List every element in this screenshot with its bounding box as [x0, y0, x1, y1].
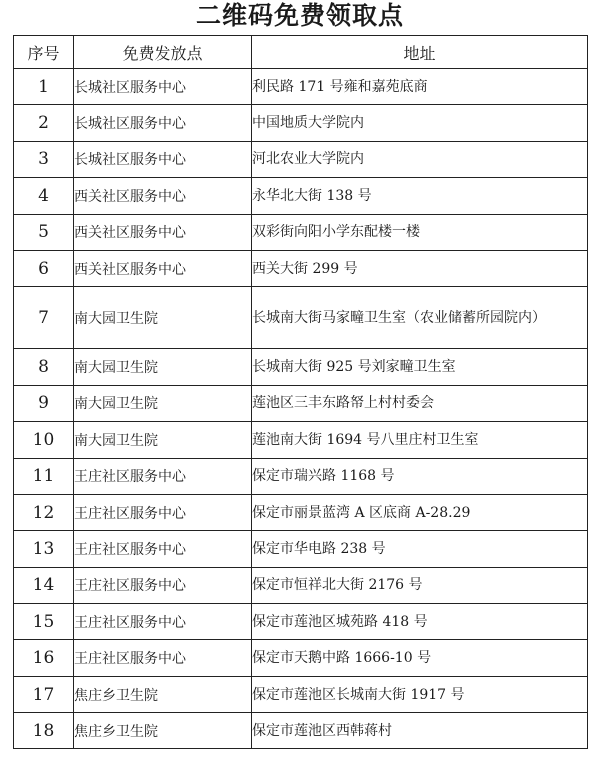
row-distribution-point: 南大园卫生院 [74, 422, 252, 458]
table-header-row [14, 36, 588, 69]
row-distribution-point: 长城社区服务中心 [74, 141, 252, 177]
table-row [14, 385, 588, 421]
row-number: 4 [14, 178, 74, 214]
row-number: 12 [14, 494, 74, 530]
row-address: 长城南大街 925 号刘家疃卫生室 [252, 349, 588, 385]
row-distribution-point: 西关社区服务中心 [74, 214, 252, 250]
row-distribution-point: 王庄社区服务中心 [74, 604, 252, 640]
table-row [14, 287, 588, 349]
row-distribution-point: 王庄社区服务中心 [74, 458, 252, 494]
table-row [14, 567, 588, 603]
row-address: 莲池南大街 1694 号八里庄村卫生室 [252, 422, 588, 458]
row-number: 1 [14, 69, 74, 105]
row-address: 保定市华电路 238 号 [252, 531, 588, 567]
row-distribution-point: 王庄社区服务中心 [74, 567, 252, 603]
row-distribution-point: 南大园卫生院 [74, 287, 252, 349]
table-row [14, 141, 588, 177]
table-row [14, 250, 588, 286]
table-row [14, 676, 588, 712]
row-address: 中国地质大学院内 [252, 105, 588, 141]
row-number: 7 [14, 287, 74, 349]
row-number: 16 [14, 640, 74, 676]
table-row [14, 214, 588, 250]
table-row [14, 422, 588, 458]
row-number: 9 [14, 385, 74, 421]
row-number: 17 [14, 676, 74, 712]
row-address: 保定市恒祥北大街 2176 号 [252, 567, 588, 603]
row-address: 河北农业大学院内 [252, 141, 588, 177]
row-distribution-point: 焦庄乡卫生院 [74, 676, 252, 712]
row-number: 15 [14, 604, 74, 640]
row-address: 莲池区三丰东路帑上村村委会 [252, 385, 588, 421]
table-row [14, 69, 588, 105]
row-number: 3 [14, 141, 74, 177]
row-address: 保定市丽景蓝湾 A 区底商 A-28.29 [252, 494, 588, 530]
row-address: 双彩街向阳小学东配楼一楼 [252, 214, 588, 250]
table-row [14, 178, 588, 214]
table-row [14, 494, 588, 530]
row-distribution-point: 焦庄乡卫生院 [74, 713, 252, 749]
row-number: 2 [14, 105, 74, 141]
row-number: 10 [14, 422, 74, 458]
table-row [14, 349, 588, 385]
table-row [14, 640, 588, 676]
row-distribution-point: 王庄社区服务中心 [74, 531, 252, 567]
row-number: 13 [14, 531, 74, 567]
header-address: 地址 [252, 36, 588, 69]
row-distribution-point: 长城社区服务中心 [74, 105, 252, 141]
header-distribution-point: 免费发放点 [74, 36, 252, 69]
page-title: 二维码免费领取点 [195, 1, 404, 30]
row-number: 14 [14, 567, 74, 603]
row-number: 8 [14, 349, 74, 385]
row-distribution-point: 西关社区服务中心 [74, 178, 252, 214]
row-address: 保定市莲池区西韩蒋村 [252, 713, 588, 749]
distribution-points-table [13, 35, 588, 749]
row-distribution-point: 南大园卫生院 [74, 385, 252, 421]
table-row [14, 531, 588, 567]
row-address: 永华北大街 138 号 [252, 178, 588, 214]
row-distribution-point: 南大园卫生院 [74, 349, 252, 385]
table-row [14, 458, 588, 494]
row-distribution-point: 王庄社区服务中心 [74, 640, 252, 676]
row-address: 保定市瑞兴路 1168 号 [252, 458, 588, 494]
row-address: 西关大街 299 号 [252, 250, 588, 286]
table-row [14, 604, 588, 640]
row-address: 保定市莲池区长城南大街 1917 号 [252, 676, 588, 712]
row-address: 长城南大街马家疃卫生室（农业储蓄所园院内） [252, 287, 588, 349]
table-row [14, 713, 588, 749]
row-address: 保定市莲池区城苑路 418 号 [252, 604, 588, 640]
row-distribution-point: 长城社区服务中心 [74, 69, 252, 105]
row-distribution-point: 西关社区服务中心 [74, 250, 252, 286]
row-number: 5 [14, 214, 74, 250]
row-address: 利民路 171 号雍和嘉苑底商 [252, 69, 588, 105]
table-row [14, 105, 588, 141]
row-number: 18 [14, 713, 74, 749]
row-address: 保定市天鹅中路 1666-10 号 [252, 640, 588, 676]
row-number: 6 [14, 250, 74, 286]
row-distribution-point: 王庄社区服务中心 [74, 494, 252, 530]
header-number: 序号 [14, 36, 74, 69]
row-number: 11 [14, 458, 74, 494]
